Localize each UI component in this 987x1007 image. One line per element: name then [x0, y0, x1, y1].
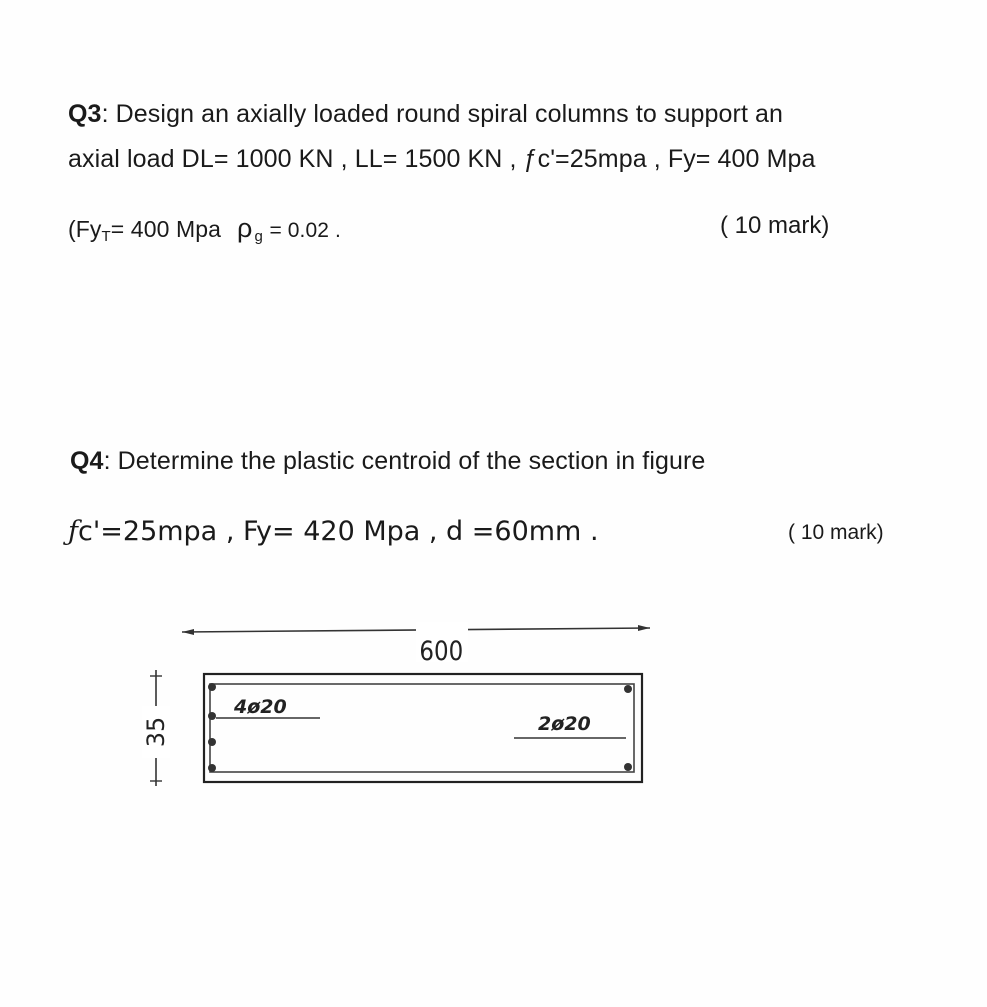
q4-params-text: c'=25mpa , Fy= 420 Mpa , d =60mm .: [78, 516, 599, 547]
q3-fyt-sub: T: [101, 228, 111, 245]
width-arrow-left: [182, 629, 194, 635]
q4-params-f: ƒ: [68, 516, 78, 547]
rebar-right-2: [624, 763, 632, 771]
right-bars-label: 2ø20: [538, 713, 591, 735]
q4-mark: ( 10 mark): [788, 521, 884, 544]
left-bars-label: 4ø20: [234, 696, 287, 718]
width-arrow-right: [638, 625, 650, 631]
q3-line-2: axial load DL= 1000 KN , LL= 1500 KN , ƒc'=25mpa , Fy= 400 Mpa: [68, 145, 816, 173]
rebar-left-3: [208, 738, 216, 746]
rebar-right-1: [624, 685, 632, 693]
height-label: 35: [142, 716, 170, 748]
q4-number: Q4: [70, 447, 104, 475]
q4-params: [68, 516, 599, 547]
q3-fyt-open: (Fy: [68, 216, 102, 242]
q3-fyt-value: = 400 Mpa: [110, 216, 222, 242]
rebar-left-2: [208, 712, 216, 720]
q3-rho-symbol: ρ: [237, 213, 253, 243]
q3-mark: ( 10 mark): [720, 212, 830, 239]
q3-number: Q3: [68, 100, 102, 128]
width-label: 600: [419, 635, 464, 667]
q3-rho-value: = 0.02 .: [269, 219, 341, 242]
q4-line-1-text: : Determine the plastic centroid of the section in figure: [103, 447, 706, 475]
q3-rho-sub: g: [254, 228, 263, 245]
q3-line-3: [68, 213, 341, 245]
rebar-left-1: [208, 683, 216, 691]
rebar-left-4: [208, 764, 216, 772]
section-figure: [120, 610, 680, 810]
q4-line-1: [70, 447, 705, 476]
q3-line-1-text: : Design an axially loaded round spiral columns to support an: [101, 100, 784, 128]
q3-line-1: [68, 100, 783, 129]
